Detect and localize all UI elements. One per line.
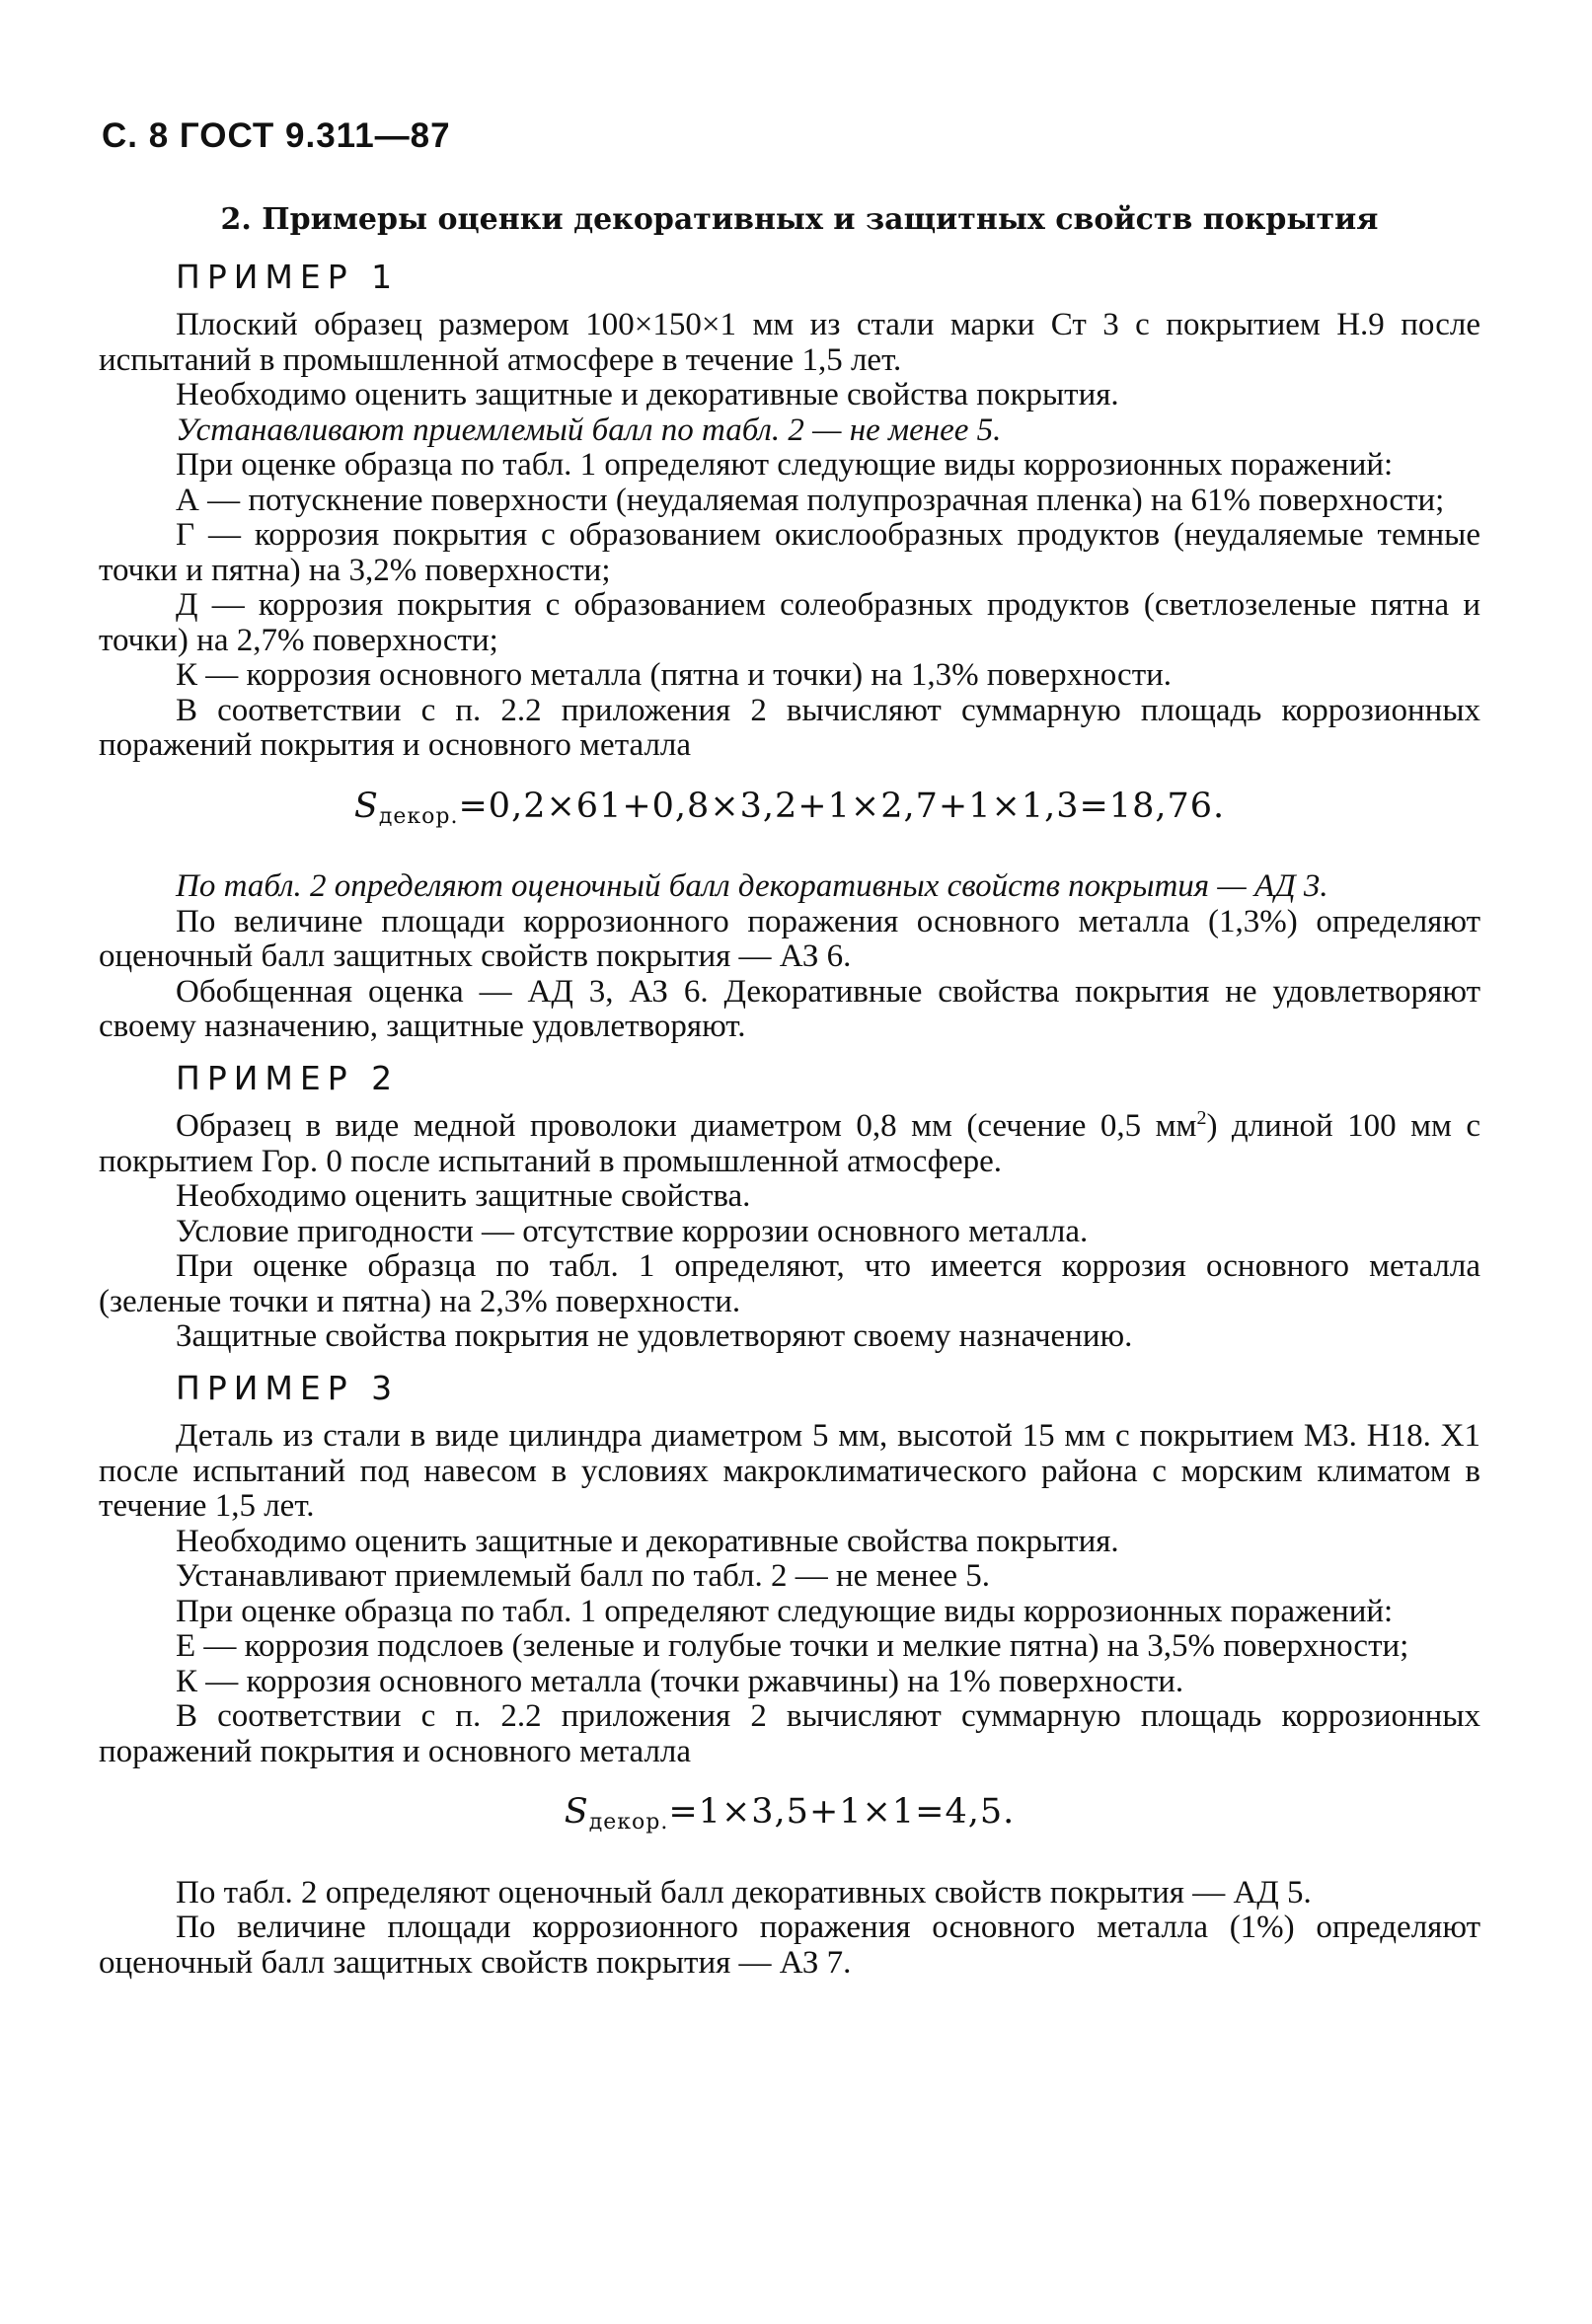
text-span: Образец в виде медной проволоки диаметром 0,8 мм (сечение 0,5 мм [176,1108,1197,1144]
paragraph: По табл. 2 определяют оценочный балл декоративных свойств покрытия — АД 5. [176,1874,1312,1911]
paragraph: Необходимо оценить защитные и декоративные свойства покрытия. [176,377,1119,412]
example-1-title: ПРИМЕР 1 [176,257,400,296]
paragraph: При оценке образца по табл. 1 определяют, что имеется коррозия основного металла (зеленые точки и пятна) на 2,3% поверхности. [99,1248,1480,1319]
paragraph: В соответствии с п. 2.2 приложения 2 вычисляют суммарную площадь коррозионных поражений покрытия и основного металла [99,1698,1480,1769]
paragraph: Г — коррозия покрытия с образованием окислообразных продуктов (неудаляемые темные точки и пятна) на 3,2% поверхности; [99,517,1480,588]
paragraph: По табл. 2 определяют оценочный балл декоративных свойств покрытия — АД 3. [176,868,1328,904]
formula-symbol: S [564,1792,589,1832]
formula-2 [99,1792,1480,1840]
paragraph: Условие пригодности — отсутствие коррозии основного металла. [176,1213,1089,1249]
paragraph: Деталь из стали в виде цилиндра диаметром 5 мм, высотой 15 мм с покрытием М3. Н18. Х1 после испытаний под навесом в условиях макроклиматического района с морским климатом в течение 1,5 лет. [99,1418,1480,1524]
paragraph: К — коррозия основного металла (точки ржавчины) на 1% поверхности. [176,1663,1184,1699]
text-span: ) длиной 100 мм с покрытием Гор. 0 после испытаний в промышленной атмосфере. [99,1108,1480,1179]
paragraph: При оценке образца по табл. 1 определяют следующие виды коррозионных поражений: [176,1593,1394,1629]
paragraph [99,1109,1480,1179]
formula-symbol: S [353,786,379,826]
paragraph: Защитные свойства покрытия не удовлетворяют своему назначению. [176,1318,1133,1354]
formula-expression: =0,2×61+0,8×3,2+1×2,7+1×1,3=18,76. [458,786,1226,826]
paragraph: По величине площади коррозионного поражения основного металла (1%) определяют оценочный балл защитных свойств покрытия — АЗ 7. [99,1910,1480,1981]
paragraph: При оценке образца по табл. 1 определяют следующие виды коррозионных поражений: [176,447,1394,483]
paragraph: К — коррозия основного металла (пятна и точки) на 1,3% поверхности. [176,657,1173,693]
superscript: 2 [1196,1107,1207,1129]
example-2-title: ПРИМЕР 2 [176,1058,400,1097]
formula-subscript: декор. [588,1810,669,1835]
paragraph: Обобщенная оценка — АД 3, АЗ 6. Декоративные свойства покрытия не удовлетворяют своему назначению, защитные удовлетворяют. [99,973,1480,1044]
paragraph: Д — коррозия покрытия с образованием солеобразных продуктов (светлозеленые пятна и точки) на 2,7% поверхности; [99,587,1480,658]
paragraph: Плоский образец размером 100×150×1 мм из стали марки Ст 3 с покрытием Н.9 после испытаний в промышленной атмосфере в течение 1,5 лет. [99,307,1480,378]
paragraph: Необходимо оценить защитные свойства. [176,1178,751,1214]
page-content [99,202,1480,1981]
paragraph: Устанавливают приемлемый балл по табл. 2 — не менее 5. [176,1558,990,1594]
paragraph: Е — коррозия подслоев (зеленые и голубые точки и мелкие пятна) на 3,5% поверхности; [176,1628,1409,1664]
paragraph: Устанавливают приемлемый балл по табл. 2 — не менее 5. [176,412,1002,448]
paragraph: Необходимо оценить защитные и декоративные свойства покрытия. [176,1523,1119,1559]
page-header: С. 8 ГОСТ 9.311—87 [102,116,451,155]
formula-1 [99,786,1480,835]
paragraph: По величине площади коррозионного поражения основного металла (1,3%) определяют оценочный балл защитных свойств покрытия — АЗ 6. [99,903,1480,974]
paragraph: А — потускнение поверхности (неудаляемая полупрозрачная пленка) на 61% поверхности; [176,482,1445,518]
section-title: 2. Примеры оценки декоративных и защитных свойств покрытия [220,202,1379,237]
formula-expression: =1×3,5+1×1=4,5. [668,1792,1016,1832]
paragraph: В соответствии с п. 2.2 приложения 2 вычисляют суммарную площадь коррозионных поражений покрытия и основного металла [99,692,1480,763]
formula-subscript: декор. [378,803,459,829]
example-3-title: ПРИМЕР 3 [176,1368,400,1407]
